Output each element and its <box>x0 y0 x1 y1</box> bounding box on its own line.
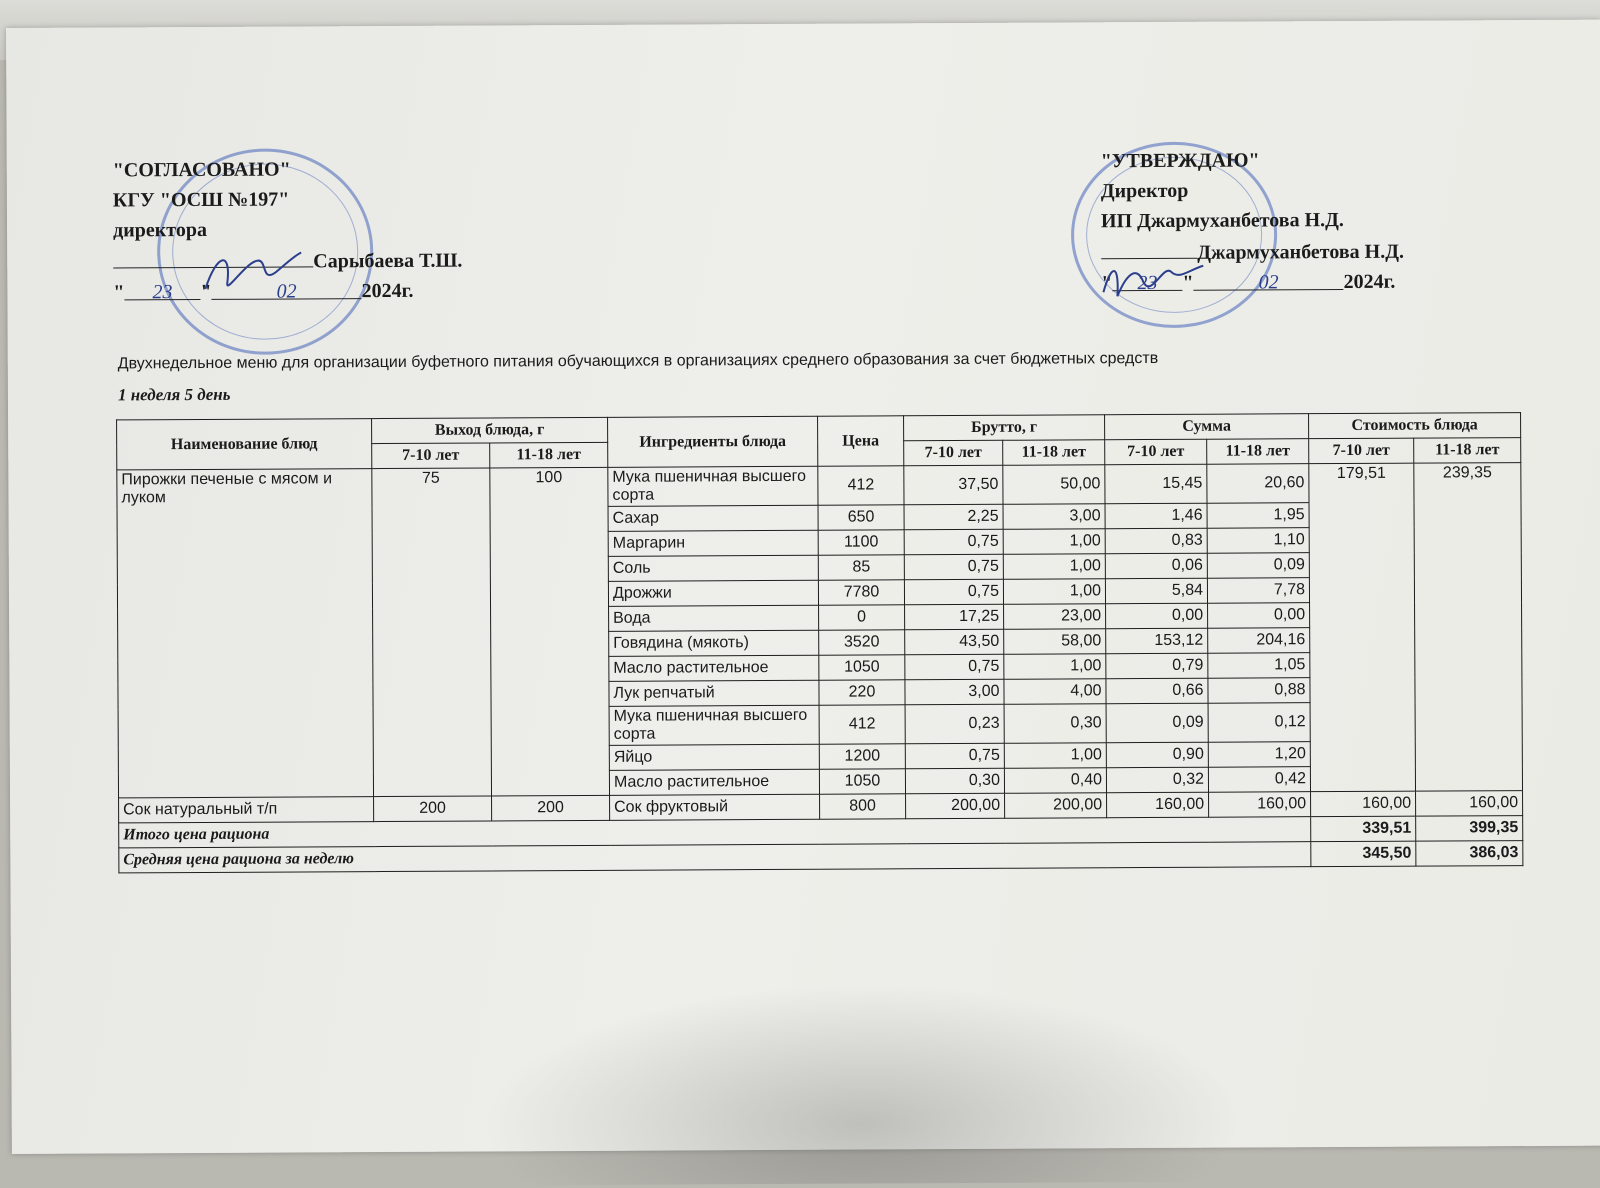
brutto-a: 0,75 <box>904 529 1003 555</box>
approval-name: Сарыбаева Т.Ш. <box>313 249 463 273</box>
approval-signature-line <box>113 243 533 277</box>
brutto-b: 200,00 <box>1005 793 1107 819</box>
brutto-a: 0,23 <box>905 704 1004 744</box>
ingredient-name: Маргарин <box>608 530 818 556</box>
photo-shadow <box>481 982 1242 1186</box>
sum-b: 7,78 <box>1207 578 1309 604</box>
sum-a: 15,45 <box>1105 464 1207 504</box>
ingredient-name: Сахар <box>608 505 818 531</box>
ingredient-name: Вода <box>609 605 819 631</box>
ingredient-price: 412 <box>819 705 905 744</box>
ingredient-name: Яйцо <box>609 744 819 770</box>
brutto-a: 3,00 <box>905 679 1004 705</box>
document-sheet <box>6 20 1600 1154</box>
sum-a: 0,00 <box>1106 603 1208 629</box>
sum-a: 0,79 <box>1106 653 1208 679</box>
table-row <box>117 463 1521 509</box>
ingredient-price: 800 <box>820 794 906 819</box>
brutto-a: 0,75 <box>904 579 1003 605</box>
sum-b: 0,09 <box>1207 553 1309 579</box>
sum-b: 0,00 <box>1208 603 1310 629</box>
date-month: 02 <box>212 276 362 300</box>
date-year: 2024г. <box>361 279 414 303</box>
header-age-a: 7-10 лет <box>1309 438 1414 464</box>
table-body <box>117 463 1523 873</box>
sum-b: 0,88 <box>1208 678 1310 704</box>
sum-a: 0,09 <box>1106 703 1208 743</box>
brutto-b: 23,00 <box>1004 604 1106 630</box>
sum-b: 0,12 <box>1208 703 1310 743</box>
brutto-a: 2,25 <box>904 504 1003 530</box>
date-year: 2024г. <box>1343 270 1396 293</box>
ingredient-price: 220 <box>819 680 905 705</box>
brutto-b: 1,00 <box>1004 654 1106 680</box>
sum-a: 153,12 <box>1106 628 1208 654</box>
header-price: Цена <box>818 416 904 466</box>
brutto-a: 37,50 <box>904 465 1003 505</box>
header-ingredients: Ингредиенты блюда <box>608 416 818 467</box>
dish-output-a: 75 <box>372 468 492 797</box>
dish-cost-b: 160,00 <box>1416 791 1523 817</box>
sum-b: 1,10 <box>1207 528 1309 554</box>
ingredient-price: 1050 <box>819 655 905 680</box>
dish-output-b: 100 <box>490 467 610 796</box>
brutto-a: 0,75 <box>904 554 1003 580</box>
sum-a: 0,90 <box>1106 742 1208 768</box>
total-row-value-b: 399,35 <box>1416 816 1523 842</box>
dish-cost-a: 160,00 <box>1311 791 1416 817</box>
ingredient-name: Масло растительное <box>609 655 819 681</box>
brutto-b: 1,00 <box>1003 554 1105 580</box>
approval-title: "СОГЛАСОВАНО" <box>112 158 291 182</box>
ingredient-price: 7780 <box>818 580 904 605</box>
approval-title: "УТВЕРЖДАЮ" <box>1100 149 1260 173</box>
dish-cost-b: 239,35 <box>1414 463 1523 792</box>
ingredient-price: 1200 <box>819 744 905 769</box>
sum-b: 160,00 <box>1209 792 1311 818</box>
brutto-a: 0,75 <box>905 654 1004 680</box>
ingredient-name: Мука пшеничная высшего сорта <box>609 705 819 745</box>
dish-name: Пирожки печеные с мясом и луком <box>117 469 374 798</box>
sum-a: 0,06 <box>1105 553 1207 579</box>
brutto-b: 0,40 <box>1004 768 1106 794</box>
ingredient-price: 0 <box>819 605 905 630</box>
header-sum: Сумма <box>1105 414 1309 440</box>
dish-name: Сок натуральный т/п <box>119 797 374 823</box>
menu-table <box>116 412 1523 873</box>
sum-a: 0,32 <box>1106 767 1208 793</box>
sum-b: 1,95 <box>1207 503 1309 529</box>
approval-role: Директор <box>1100 179 1189 203</box>
brutto-b: 50,00 <box>1003 465 1105 505</box>
approval-date: " 23 " 02 2024г. <box>1101 266 1521 298</box>
brutto-a: 200,00 <box>906 793 1005 819</box>
total-row-label: Итого цена рациона <box>119 817 1311 848</box>
signature-right <box>1097 252 1207 313</box>
brutto-a: 17,25 <box>905 604 1004 630</box>
sum-a: 1,46 <box>1105 503 1207 529</box>
sum-a: 160,00 <box>1107 792 1209 818</box>
header-age-b: 11-18 лет <box>490 442 608 468</box>
sum-b: 1,05 <box>1208 653 1310 679</box>
signature-left <box>197 242 307 303</box>
ingredient-name: Масло растительное <box>609 769 819 795</box>
sum-a: 0,66 <box>1106 678 1208 704</box>
header-age-b: 11-18 лет <box>1414 438 1521 464</box>
approval-block-left <box>113 153 534 307</box>
header-dish: Наименование блюд <box>117 419 372 470</box>
sum-b: 1,20 <box>1208 742 1310 768</box>
approval-role: директора <box>113 218 207 242</box>
dish-cost-a: 179,51 <box>1309 463 1416 792</box>
brutto-b: 0,30 <box>1004 704 1106 744</box>
sum-b: 0,42 <box>1208 767 1310 793</box>
ingredient-price: 85 <box>818 555 904 580</box>
header-brutto: Брутто, г <box>904 415 1105 441</box>
document-heading: Двухнедельное меню для организации буфетного питания обучающихся в организациях среднего образования за счет бюджетных средств <box>117 349 1159 373</box>
date-day: 23 <box>1112 268 1182 291</box>
brutto-a: 0,75 <box>905 743 1004 769</box>
approval-name: Джармуханбетова Н.Д. <box>1197 240 1405 264</box>
date-month: 02 <box>1193 267 1343 291</box>
ingredient-name: Соль <box>608 555 818 581</box>
weekly-average-row-label: Средняя цена рациона за неделю <box>119 842 1311 873</box>
ingredient-name: Сок фруктовый <box>610 794 820 820</box>
dish-output-b: 200 <box>492 795 610 821</box>
brutto-b: 4,00 <box>1004 679 1106 705</box>
ingredient-price: 1050 <box>819 769 905 794</box>
ingredient-name: Говядина (мякоть) <box>609 630 819 656</box>
weekly-average-row-value-a: 345,50 <box>1311 841 1416 867</box>
total-row-value-a: 339,51 <box>1311 816 1416 842</box>
header-age-a: 7-10 лет <box>372 443 490 469</box>
sum-b: 204,16 <box>1208 628 1310 654</box>
brutto-a: 0,30 <box>905 768 1004 794</box>
sum-b: 20,60 <box>1207 464 1309 504</box>
ingredient-price: 650 <box>818 505 904 530</box>
ingredient-price: 3520 <box>819 630 905 655</box>
brutto-b: 3,00 <box>1003 504 1105 530</box>
brutto-a: 43,50 <box>905 629 1004 655</box>
header-age-a: 7-10 лет <box>1105 439 1207 465</box>
approval-organization: ИП Джармуханбетова Н.Д. <box>1100 208 1344 233</box>
header-age-a: 7-10 лет <box>904 440 1003 466</box>
brutto-b: 1,00 <box>1003 529 1105 555</box>
ingredient-name: Дрожжи <box>608 580 818 606</box>
sum-a: 0,83 <box>1105 528 1207 554</box>
ingredient-name: Лук репчатый <box>609 680 819 706</box>
ingredient-price: 412 <box>818 466 904 505</box>
header-age-b: 11-18 лет <box>1003 440 1105 466</box>
brutto-b: 58,00 <box>1004 629 1106 655</box>
brutto-b: 1,00 <box>1003 579 1105 605</box>
ingredient-name: Мука пшеничная высшего сорта <box>608 466 818 506</box>
date-day: 23 <box>124 277 200 300</box>
dish-output-a: 200 <box>374 796 492 822</box>
header-cost: Стоимость блюда <box>1309 413 1521 439</box>
approval-organization: КГУ "ОСШ №197" <box>112 188 290 212</box>
weekly-average-row-value-b: 386,03 <box>1416 841 1523 867</box>
header-age-b: 11-18 лет <box>1207 439 1309 465</box>
sum-a: 5,84 <box>1105 578 1207 604</box>
ingredient-price: 1100 <box>818 530 904 555</box>
brutto-b: 1,00 <box>1004 743 1106 769</box>
week-day-label: 1 неделя 5 день <box>117 384 231 405</box>
approval-date: " 23 " 02 2024г. <box>113 275 533 307</box>
header-output: Выход блюда, г <box>372 417 608 443</box>
